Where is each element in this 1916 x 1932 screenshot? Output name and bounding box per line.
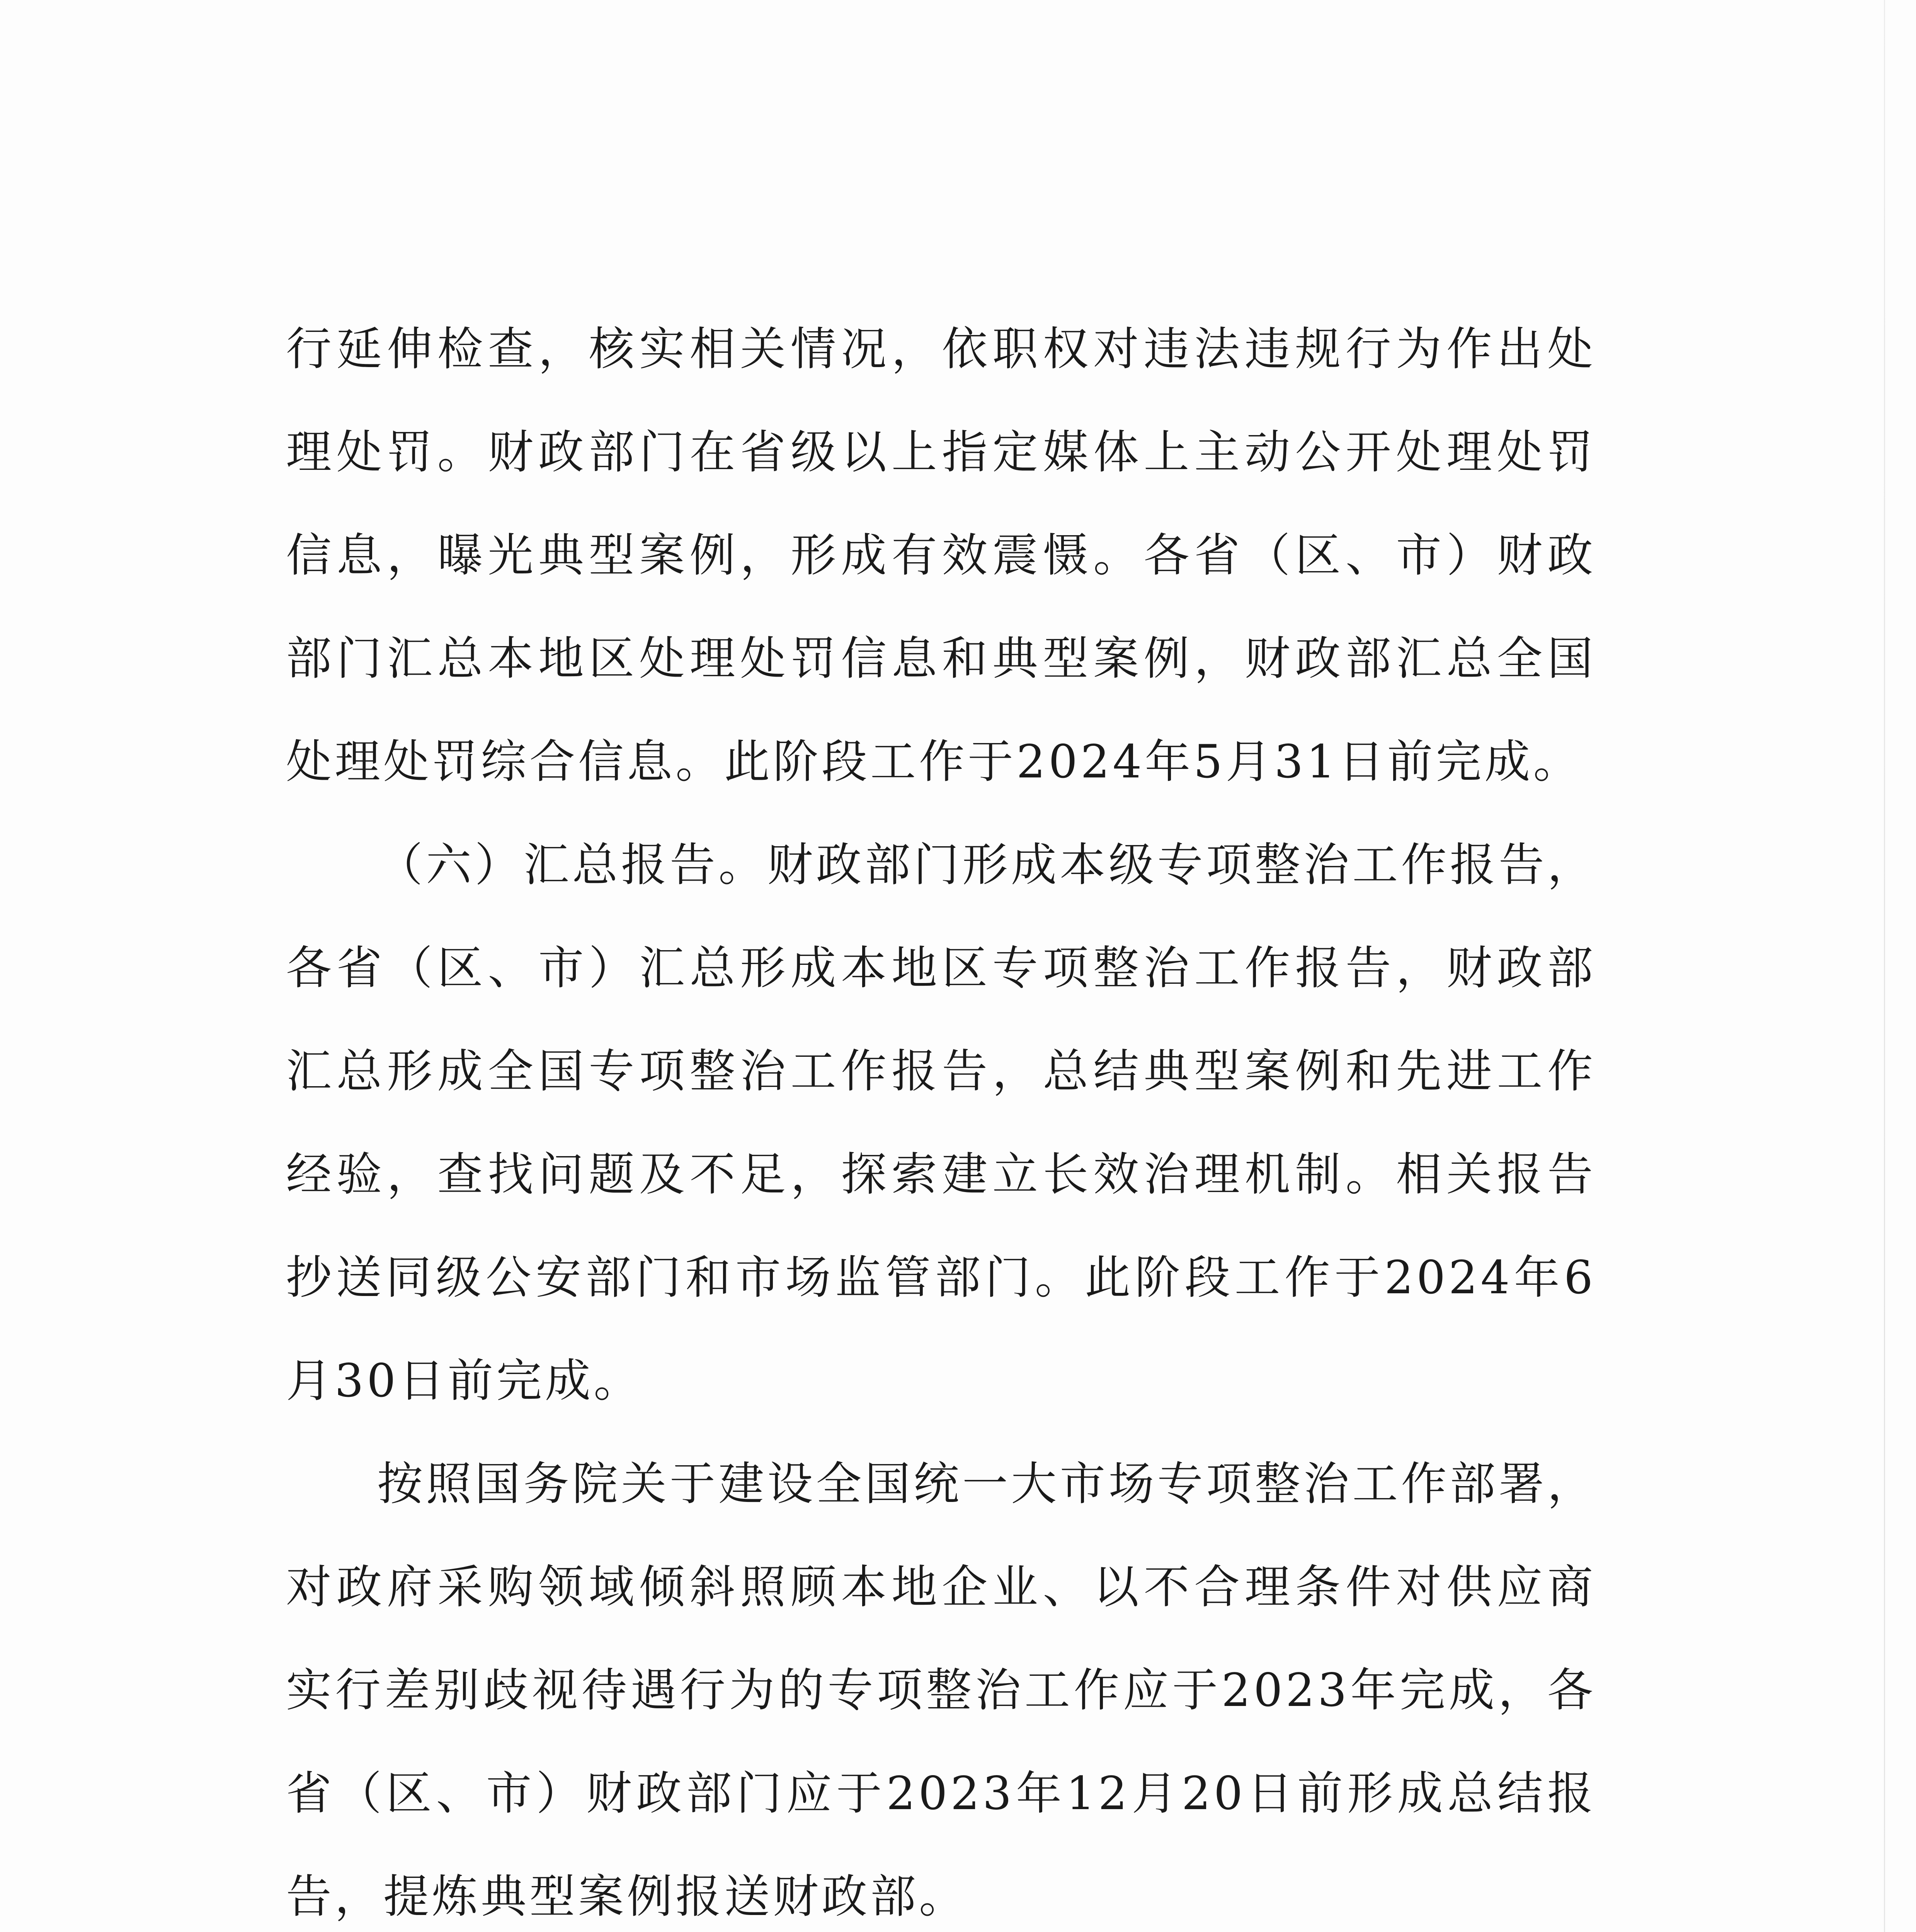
scan-edge-line <box>1884 0 1885 1932</box>
document-body <box>286 298 1596 1932</box>
paragraph-continuation: 行延伸检查，核实相关情况，依职权对违法违规行为作出处理处罚。财政部门在省级以上指定媒体上主动公开处理处罚信息，曝光典型案例，形成有效震慑。各省（区、市）财政部门汇总本地区处理处罚信息和典型案例，财政部汇总全国处理处罚综合信息。此阶段工作于2024年5月31日前完成。 <box>286 322 1596 788</box>
paragraph-state-council: 按照国务院关于建设全国统一大市场专项整治工作部署，对政府采购领域倾斜照顾本地企业、以不合理条件对供应商实行差别歧视待遇行为的专项整治工作应于2023年完成，各省（区、市）财政部门应于2023年12月20日前形成总结报告，提炼典型案例报送财政部。 <box>286 1457 1596 1923</box>
paragraph-summary-report: （六）汇总报告。财政部门形成本级专项整治工作报告，各省（区、市）汇总形成本地区专项整治工作报告，财政部汇总形成全国专项整治工作报告，总结典型案例和先进工作经验，查找问题及不足，探索建立长效治理机制。相关报告抄送同级公安部门和市场监管部门。此阶段工作于2024年6月30日前完成。 <box>286 838 1596 1407</box>
